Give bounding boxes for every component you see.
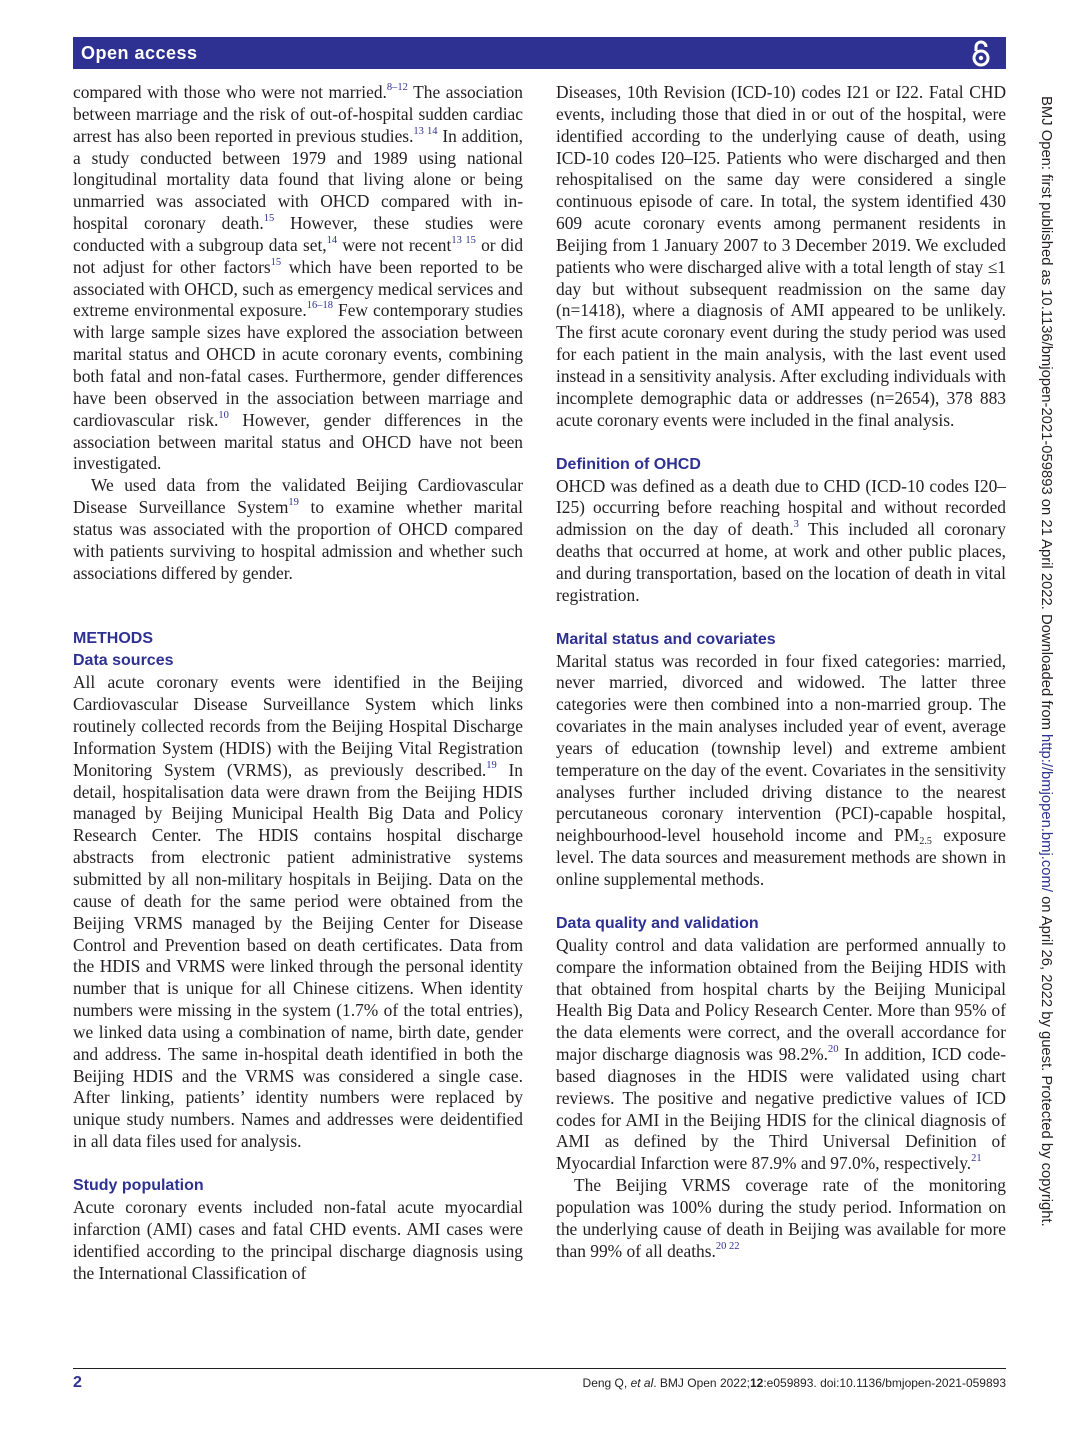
left-column — [73, 82, 523, 1284]
open-access-lock-icon — [970, 40, 992, 68]
methods-heading: METHODS — [73, 630, 153, 648]
reference-link[interactable]: 19 — [486, 759, 497, 771]
reference-link[interactable]: 3 — [793, 519, 799, 531]
marital-status-heading: Marital status and covariates — [556, 630, 776, 648]
reference-link[interactable]: 20 22 — [715, 1240, 740, 1252]
reference-link[interactable]: 14 — [326, 235, 338, 247]
study-population-paragraph: Acute coronary events included non-fatal acute myocardial infarction (AMI) cases and fatal CHD events. AMI cases were identified according to the principal discharge diagnosis using the International Classification of — [73, 1196, 523, 1283]
footer-divider — [73, 1368, 1006, 1369]
reference-link[interactable]: 15 — [263, 213, 275, 225]
header-banner — [73, 37, 1006, 69]
reference-link[interactable]: 10 — [218, 409, 229, 421]
data-quality-paragraph: Quality control and data validation are performed annually to compare the information obtained from the Beijing HDIS with that obtained from hospital charts by the Beijing Municipal Health Big Data and Policy Research Center. More than 95% of the data elements were correct, and the overall accordance for major discharge diagnosis was 98.2%.$^{20}$ In addition, ICD code-based diagnoses in the HDIS were validated using chart reviews. The positive and negative predictive values of ICD codes for AMI in the Beijing HDIS for the clinical diagnosis of AMI as defined by the Third Universal Definition of Myocardial Infarction were 87.9% and 97.0%, respectively.$^{21}$ — [556, 934, 1006, 1174]
data-sources-paragraph: All acute coronary events were identified in the Beijing Cardiovascular Disease Surveillance System which links routinely collected records from the Beijing Hospital Discharge Information System (HDIS) with the Beijing Vital Registration Monitoring System (VRMS), as previously described.$^{19}$ In detail, hospitalisation data were drawn from the Beijing HDIS managed by Beijing Municipal Health Big Data and Policy Research Center. The HDIS contains hospital discharge abstracts from electronic patient administrative systems submitted by all non-military hospitals in Beijing. Data on the cause of death for the same period were obtained from the Beijing VRMS managed by the Beijing Center for Disease Control and Prevention based on death certificates. Data from the HDIS and VRMS were linked through the personal identity number that is unique for all Chinese citizens. When identity numbers were missing in the system (1.7% of the total entries), we linked data using a combination of name, birth date, gender and address. The same in-hospital death identified in both the Beijing HDIS and the VRMS was considered a single case. After linking, patients’ identity numbers were replaced by unique study numbers. Names and addresses were deidentified in all data files used for analysis. — [73, 672, 523, 1152]
reference-link[interactable]: 21 — [971, 1153, 982, 1165]
study-population-heading: Study population — [73, 1176, 204, 1194]
ohcd-definition-paragraph: OHCD was defined as a death due to CHD (ICD-10 codes I20–I25) occurring before reaching hospital and without recorded admission on the day of death.$^3$ This included all coronary deaths that occurred at home, at work and other public places, and during transportation, based on the location of death in vital registration. — [556, 475, 1006, 605]
reference-link[interactable]: 19 — [288, 497, 299, 509]
reference-link[interactable]: 20 — [828, 1044, 839, 1056]
ohcd-definition-heading: Definition of OHCD — [556, 455, 701, 473]
reference-link[interactable]: 13 15 — [451, 235, 476, 247]
vrms-coverage-paragraph: The Beijing VRMS coverage rate of the monitoring population was 100% during the study period. Information on the underlying cause of death in Beijing was available for more than 99% of all deaths.$^{20 22}$ — [556, 1175, 1006, 1261]
intro-paragraph-2: We used data from the validated Beijing Cardiovascular Disease Surveillance System$^{19}$ to examine whether marital status was associated with the proportion of OHCD compared with patients surviving to hospital admission and whether such associations differed by gender. — [73, 475, 523, 583]
study-population-continued: Diseases, 10th Revision (ICD-10) codes I21 or I22. Fatal CHD events, including those that died in or out of the hospital, were identified according to the underlying cause of death, using ICD-10 codes I20–I25. Patients who were discharged and then rehospitalised on the same day were considered a single continuous episode of care. In total, the system identified 430 609 acute coronary events among permanent residents in Beijing from 1 January 2007 to 3 December 2019. We excluded patients who were discharged alive with a total length of stay ≤1 day but without subsequent readmission on the same day (n=1418), where a diagnosis of AMI appeared to be unlikely. The first acute coronary event during the study period was used for each patient in the main analysis, with the last event used instead in a sensitivity analysis. After excluding individuals with incomplete demographic data or addresses (n=2654), 378 883 acute coronary events were included in the final analysis. — [556, 82, 1006, 430]
reference-link[interactable]: 16–18 — [306, 300, 333, 312]
data-quality-heading: Data quality and validation — [556, 914, 759, 932]
right-column — [556, 82, 1006, 1263]
page-number: 2 — [73, 1374, 82, 1391]
intro-paragraph-1: compared with those who were not married.$^{8-12}$ The association between marriage and the risk of out-of-hospital sudden cardiac arrest has also been reported in previous studies.$^{13 14}$ In addition, a study conducted between 1979 and 1989 using national longitudinal mortality data found that living alone or being unmarried was associated with OHCD compared with in-hospital coronary death.$^{15}$ However, these studies were conducted with a subgroup data set,$^{14}$ were not recent$^{13 15}$ or did not adjust for other factors$^{15}$ which have been reported to be associated with OHCD, such as emergency medical services and extreme environmental exposure.$^{16-18}$ Few contemporary studies with large sample sizes have explored the association between marital status and OHCD in acute coronary events, combining both fatal and non-fatal cases. Furthermore, gender differences have been observed in the association between marriage and cardiovascular risk.$^{10}$ However, gender differences in the association between marital status and OHCD have not been investigated. — [73, 82, 524, 474]
reference-link[interactable]: 13 14 — [413, 125, 438, 137]
data-sources-heading: Data sources — [73, 652, 174, 670]
copyright-side-note: BMJ Open: first published as 10.1136/bmjopen-2021-059893 on 21 April 2022. Downloaded from http://bmjopen.bmj.com/ on April 26, 2022 by guest. Protected by copyright. — [1038, 96, 1054, 1227]
header-label: Open access — [81, 43, 198, 63]
marital-status-paragraph: Marital status was recorded in four fixed categories: married, never married, divorced and widowed. The latter three categories were then combined into a non-married group. The covariates in the main analyses included year of event, average years of education (township level) and extreme ambient temperature on the day of the event. Covariates in the sensitivity analyses further included driving distance to the nearest percutaneous coronary intervention (PCI)-capable hospital, neighbourhood-level household income and $PM_{2.5}$ exposure level. The data sources and measurement methods are shown in online supplemental methods. — [556, 650, 1006, 889]
reference-link[interactable]: 8–12 — [386, 82, 408, 94]
bmjopen-link[interactable]: http://bmjopen.bmj.com/ — [1038, 734, 1054, 892]
reference-link[interactable]: 15 — [270, 256, 282, 268]
footer-citation: Deng Q, et al. BMJ Open 2022;12:e059893. doi:10.1136/bmjopen-2021-059893 — [582, 1376, 1006, 1390]
